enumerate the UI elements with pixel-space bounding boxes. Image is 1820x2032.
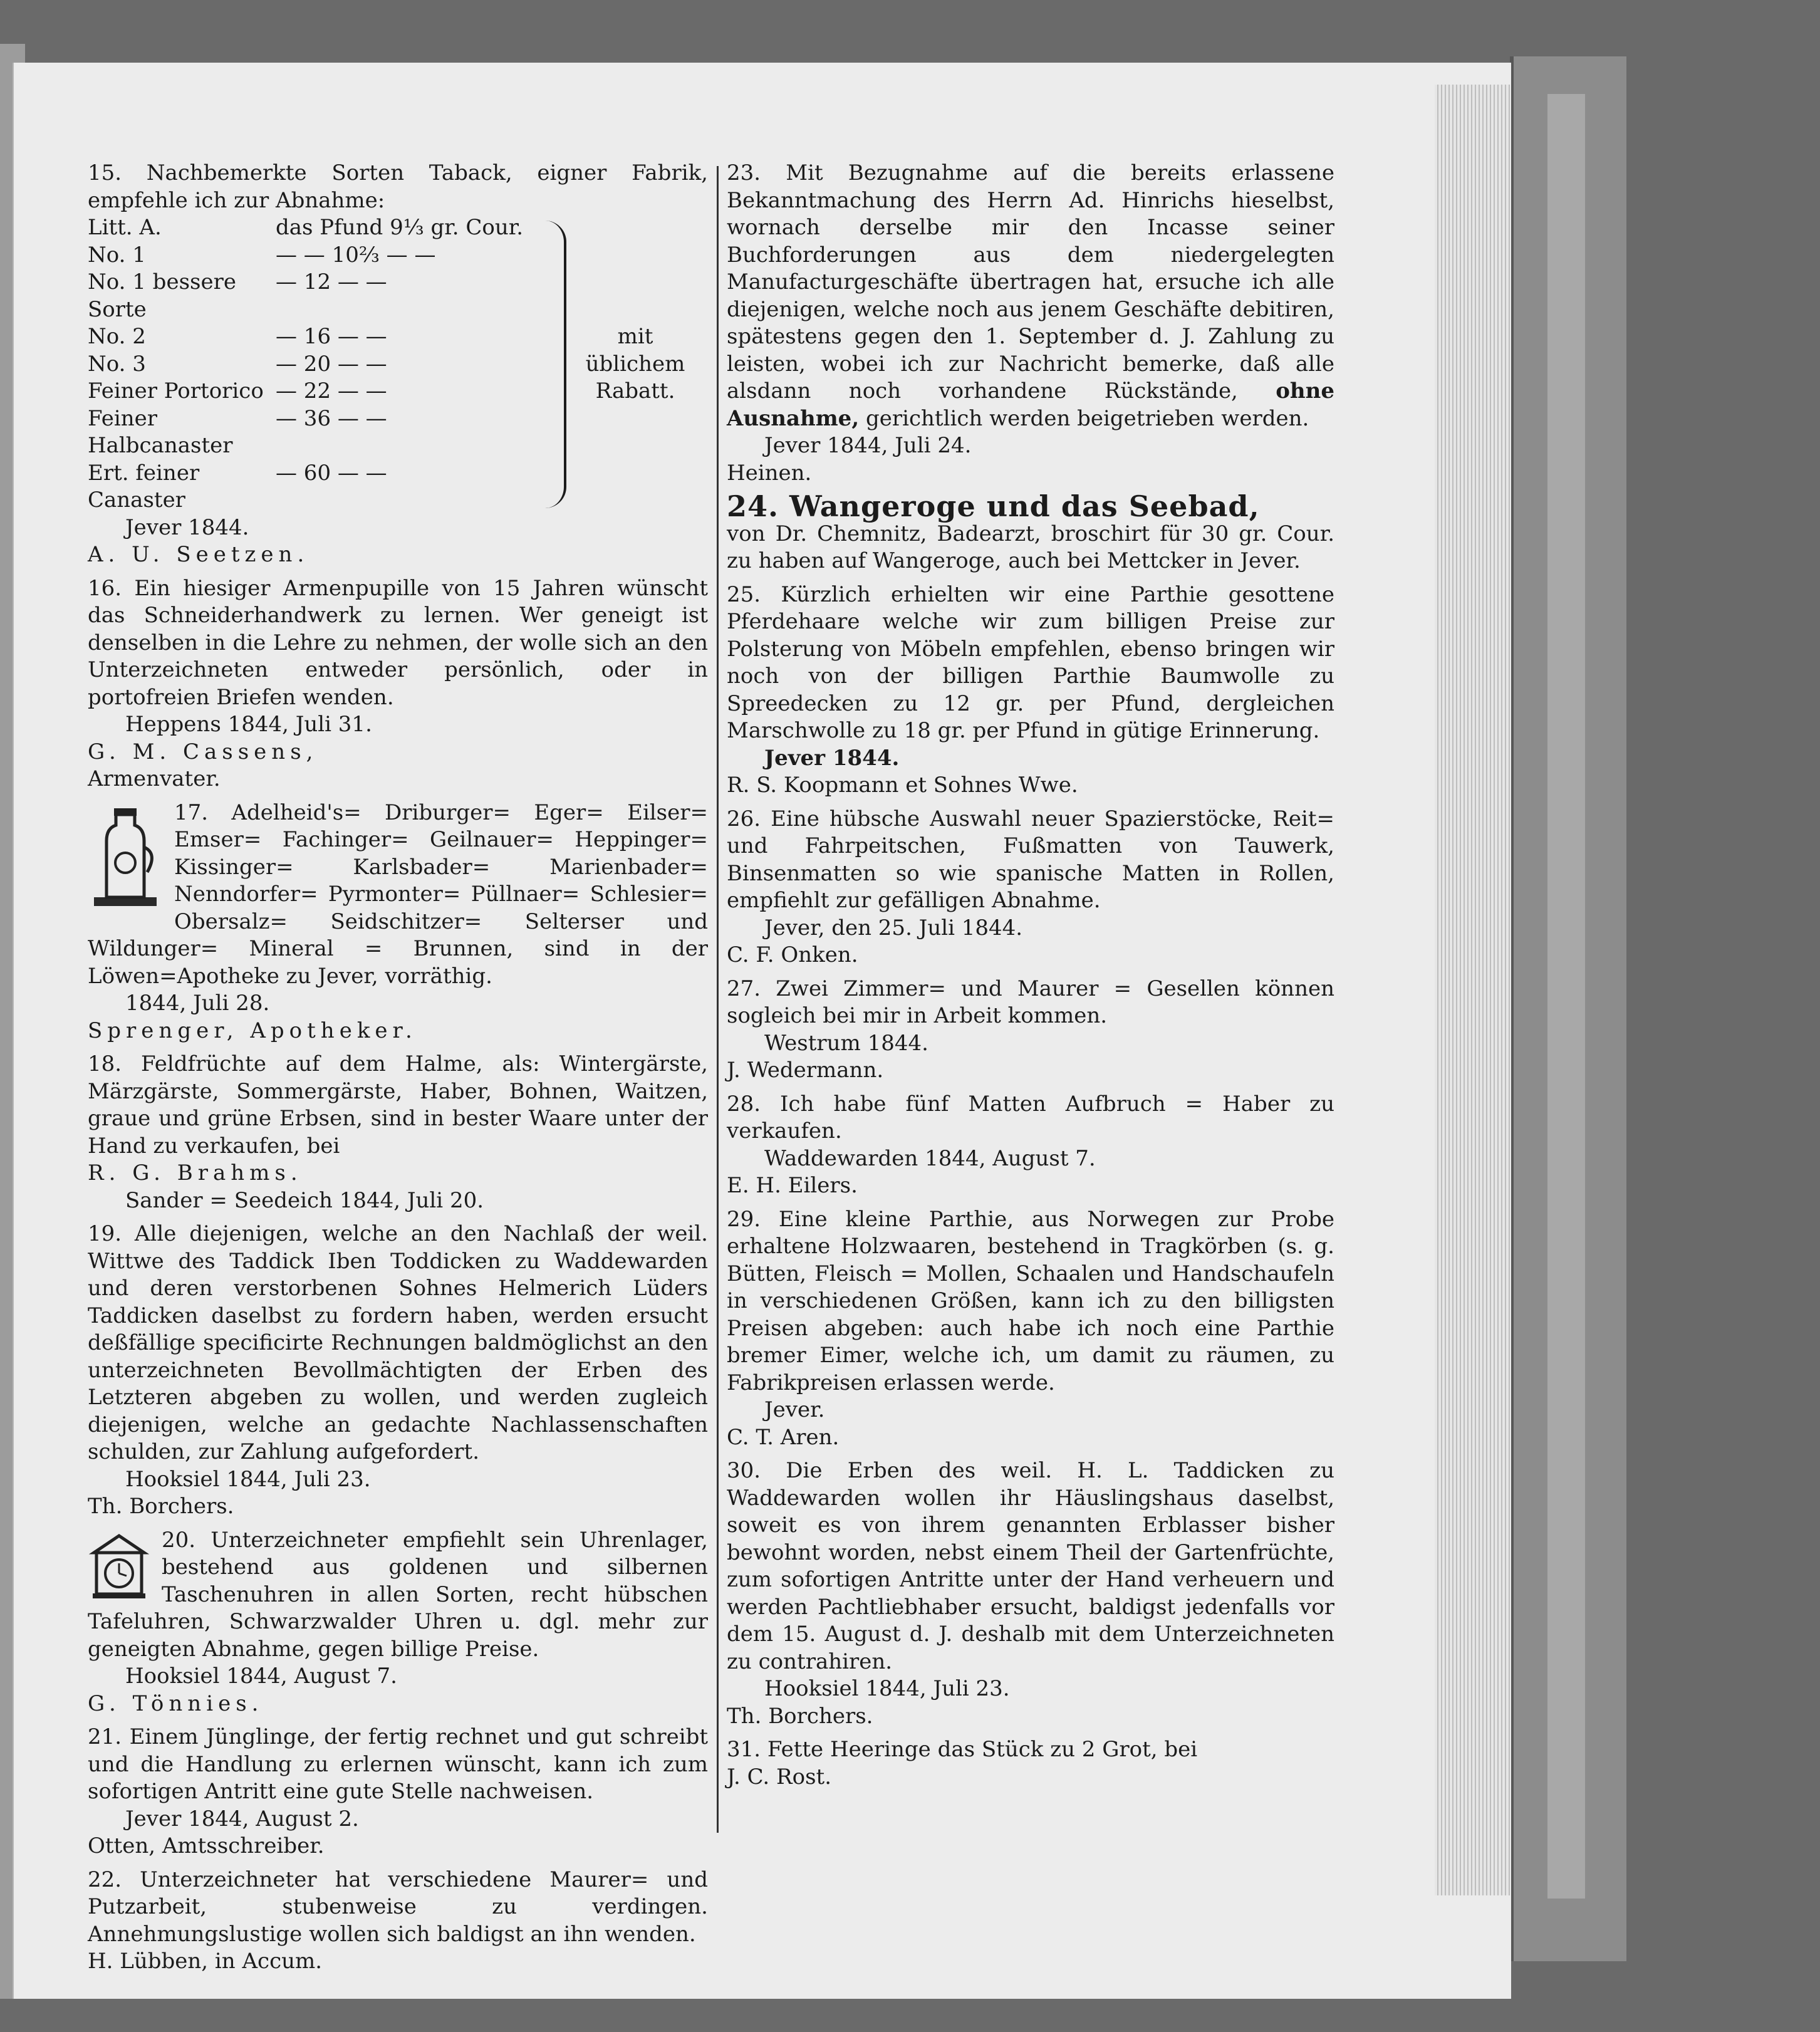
price-row: No. 2 — 16 — — <box>88 324 387 349</box>
ad-text: 29. Eine kleine Parthie, aus Norwegen zur Probe erhaltene Holzwaaren, bestehend in Tragkörben (s. g. Bütten, Fleisch = Mollen, Schaalen und Handschaufeln in verschiedenen Größen, kann ich zu den billigsten Preisen abgeben: auch habe ich noch eine Parthie bremer Eimer, welche ich, um damit zu räumen, zu Fabrikpreisen erlassen werde. <box>727 1206 1334 1395</box>
ad-place-date: Jever. <box>764 1397 825 1422</box>
ad-text: 21. Einem Jünglinge, der fertig rechnet und gut schreibt und die Handlung zu erlernen wünscht, kann ich zum sofortigen Antritt eine gute Stelle nachweisen. <box>88 1724 708 1804</box>
advertisement-28 <box>727 1091 1334 1200</box>
ad-signature: E. H. Eilers. <box>727 1173 858 1198</box>
advertisement-16 <box>88 575 708 793</box>
ad-text: 27. Zwei Zimmer= und Maurer = Gesellen können sogleich bei mir in Arbeit kommen. <box>727 976 1334 1028</box>
advertisement-17 <box>88 800 708 1045</box>
ad-signature: Th. Borchers. <box>88 1494 234 1519</box>
ad-signature: Otten, Amtsschreiber. <box>88 1833 325 1858</box>
book-cover-board <box>1547 94 1585 1899</box>
advertisement-25 <box>727 581 1334 800</box>
ad-place-date: Hooksiel 1844, Juli 23. <box>125 1466 371 1492</box>
ad-signature: A. U. Seetzen. <box>88 542 309 567</box>
ad-place-date: Jever 1844, Juli 24. <box>764 433 972 458</box>
price-row: Ert. feiner Canaster — 60 — — <box>88 460 387 513</box>
mineral-water-jug-icon <box>88 803 163 910</box>
ad-signature: C. F. Onken. <box>727 942 858 967</box>
ad-signature: Th. Borchers. <box>727 1703 873 1729</box>
ad-signature: R. S. Koopmann et Sohnes Wwe. <box>727 773 1078 798</box>
ad-place-date: Hooksiel 1844, Juli 23. <box>764 1676 1010 1701</box>
price-row: Feiner Portorico — 22 — — <box>88 378 387 404</box>
advertisement-30 <box>727 1457 1334 1730</box>
ad-text: 20. Unterzeichneter empfiehlt sein Uhrenlager, bestehend aus goldenen und silbernen Taschenuhren in allen Sorten, recht hübschen Tafeluhren, Schwarzwalder Uhren u. dgl. mehr zur geneigten Abnahme, gegen billige Preise. <box>88 1527 708 1662</box>
price-row: No. 1 — — 10⅔ — — <box>88 242 436 268</box>
ad-text: 16. Ein hiesiger Armenpupille von 15 Jahren wünscht das Schneiderhandwerk zu lernen. Wer geneigt ist denselben in die Lehre zu nehmen, der wolle sich an den Unterzeichneten entweder persönlich, oder in portofreien Briefen wenden. <box>88 575 708 710</box>
page-stack-edges <box>1435 85 1510 1895</box>
ad-text: 30. Die Erben des weil. H. L. Taddicken zu Waddewarden wollen ihr Häuslingshaus daselbst, soweit es von ihrem genannten Erblasser bisher bewohnt worden, nebst einem Theil der Gartenfrüchte, zum sofortigen Antritte unter der Hand verheuern und werden Pachtliebhaber ersucht, baldigst jedenfalls vor dem 15. August d. J. deshalb mit dem Unterzeichneten zu contrahiren. <box>727 1458 1334 1674</box>
column-divider <box>717 166 719 1833</box>
left-column <box>88 160 708 1982</box>
advertisement-22 <box>88 1867 708 1976</box>
price-row: Litt. A. das Pfund 9⅓ gr. Cour. <box>88 215 524 240</box>
advertisement-21 <box>88 1724 708 1860</box>
ad-text: 19. Alle diejenigen, welche an den Nachlaß der weil. Wittwe des Taddick Iben Toddicken zu Waddewarden und deren verstorbenen Sohnes Helmerich Lüders Taddicken daselbst zu fordern haben, werden ersucht deßfällige specificirte Rechnungen baldmöglichst an den unterzeichneten Bevollmächtigten der Erben des Letzteren abgeben zu wollen, und werden zugleich diejenigen, welche an gedachte Nachlassenschaften schulden, zur Zahlung aufgefordert. <box>88 1221 708 1464</box>
ad-place-date: Hooksiel 1844, August 7. <box>125 1664 397 1689</box>
ad-signature: J. C. Rost. <box>727 1764 832 1790</box>
tobacco-price-table <box>88 214 708 514</box>
ad-place-date: 1844, Juli 28. <box>125 991 270 1016</box>
price-row: No. 3 — 20 — — <box>88 351 387 377</box>
ad-signature: H. Lübben, in Accum. <box>88 1949 323 1974</box>
ad-text: 26. Eine hübsche Auswahl neuer Spazierstöcke, Reit= und Fahrpeitschen, Fußmatten von Tauwerk, Binsenmatten so wie spanische Matten in Rollen, empfiehlt zur gefälligen Abnahme. <box>727 806 1334 913</box>
ad-text: 18. Feldfrüchte auf dem Halme, als: Wintergärste, Märzgärste, Sommergärste, Haber, Bohnen, Waitzen, graue und grüne Erbsen, sind in bester Waare unter der Hand zu verkaufen, bei <box>88 1051 708 1159</box>
ad-text: 28. Ich habe fünf Matten Aufbruch = Haber zu verkaufen. <box>727 1091 1334 1144</box>
ad-text: von Dr. Chemnitz, Badearzt, broschirt für 30 gr. Cour. zu haben auf Wangeroge, auch bei Mettcker in Jever. <box>727 521 1334 573</box>
advertisement-26 <box>727 806 1334 969</box>
price-row: No. 1 bessere Sorte — 12 — — <box>88 269 387 322</box>
ad-signature: G. Tönnies. <box>88 1691 264 1716</box>
advertisement-19 <box>88 1221 708 1521</box>
curly-brace <box>545 221 566 508</box>
advertisement-18 <box>88 1051 708 1214</box>
advertisement-24 <box>727 489 1334 575</box>
advertisement-29 <box>727 1206 1334 1452</box>
ad-signature: R. G. Brahms. <box>88 1160 303 1185</box>
right-column <box>727 160 1334 1797</box>
ad-signature: J. Wedermann. <box>727 1058 884 1083</box>
ad-place-date: Jever, den 25. Juli 1844. <box>764 915 1023 940</box>
ad-place-date: Heppens 1844, Juli 31. <box>125 712 372 737</box>
ad-text: 23. Mit Bezugnahme auf die bereits erlassene Bekanntmachung des Herrn Ad. Hinrichs hieselbst, wornach derselbe mir den Incasse seiner Buchforderungen aus dem niedergelegten Manufacturgeschäfte übertragen hat, ersuche ich alle diejenigen, welche noch aus jenem Geschäfte debitiren, spätestens gegen den 1. September d. J. Zahlung zu leisten, wobei ich zur Nachricht bemerke, daß alle alsdann noch vorhandene Rückstände, ohne Ausnahme, gerichtlich werden beigetrieben werden. <box>727 160 1334 431</box>
ad-place-date: Jever 1844. <box>764 745 900 771</box>
advertisement-20 <box>88 1527 708 1718</box>
advertisement-27 <box>727 976 1334 1085</box>
clock-icon <box>88 1531 150 1600</box>
advertisement-31 <box>727 1736 1334 1791</box>
ad-place-date: Jever 1844, August 2. <box>125 1806 359 1831</box>
ad-place-date: Jever 1844. <box>125 514 249 540</box>
advertisement-23 <box>727 160 1334 487</box>
ad-text: 15. Nachbemerkte Sorten Taback, eigner Fabrik, empfehle ich zur Abnahme: <box>88 160 708 213</box>
price-rows <box>88 214 539 514</box>
ad-place-date: Westrum 1844. <box>764 1030 928 1056</box>
ad-signature: Sprenger, Apotheker. <box>88 1018 417 1043</box>
ad-text: 17. Adelheid's= Driburger= Eger= Eilser= Emser= Fachinger= Geilnauer= Heppinger= Kissinger= Karlsbader= Marienbader= Nenndorfer= Pyrmonter= Püllnaer= Schlesier= Obersalz= Seidschitzer= Selterser und Wildunger= Mineral = Brunnen, sind in der Löwen=Apotheke zu Jever, vorräthig. <box>88 800 708 989</box>
ad-text: 25. Kürzlich erhielten wir eine Parthie gesottene Pferdehaare welche wir zum billigen Preise zur Polsterung von Möbeln empfehlen, ebenso bringen wir noch von der billigen Parthie Baumwolle zu Spreedecken zu 12 gr. per Pfund, dergleichen Marschwolle zu 18 gr. per Pfund in gütige Erinnerung. <box>727 581 1334 743</box>
ad-text: 31. Fette Heeringe das Stück zu 2 Grot, bei <box>727 1737 1198 1762</box>
ad-text: 22. Unterzeichneter hat verschiedene Maurer= und Putzarbeit, stubenweise zu verdingen. Annehmungslustige wollen sich baldigst an ihn wenden. <box>88 1867 708 1947</box>
ad-place-date: Sander = Seedeich 1844, Juli 20. <box>125 1187 484 1213</box>
ad-signature: C. T. Aren. <box>727 1424 840 1450</box>
ad-signature: G. M. Cassens, <box>88 739 318 764</box>
advertisement-15 <box>88 160 708 569</box>
ad-signature: Heinen. <box>727 460 812 486</box>
ad-place-date: Waddewarden 1844, August 7. <box>764 1145 1096 1171</box>
ad-headline: 24. Wangeroge und das Seebad, <box>727 489 1260 523</box>
price-row: Feiner Halbcanaster — 36 — — <box>88 405 387 458</box>
ad-signature-title: Armenvater. <box>88 766 221 791</box>
rabatt-note: mit üblichem Rabatt. <box>585 324 685 404</box>
